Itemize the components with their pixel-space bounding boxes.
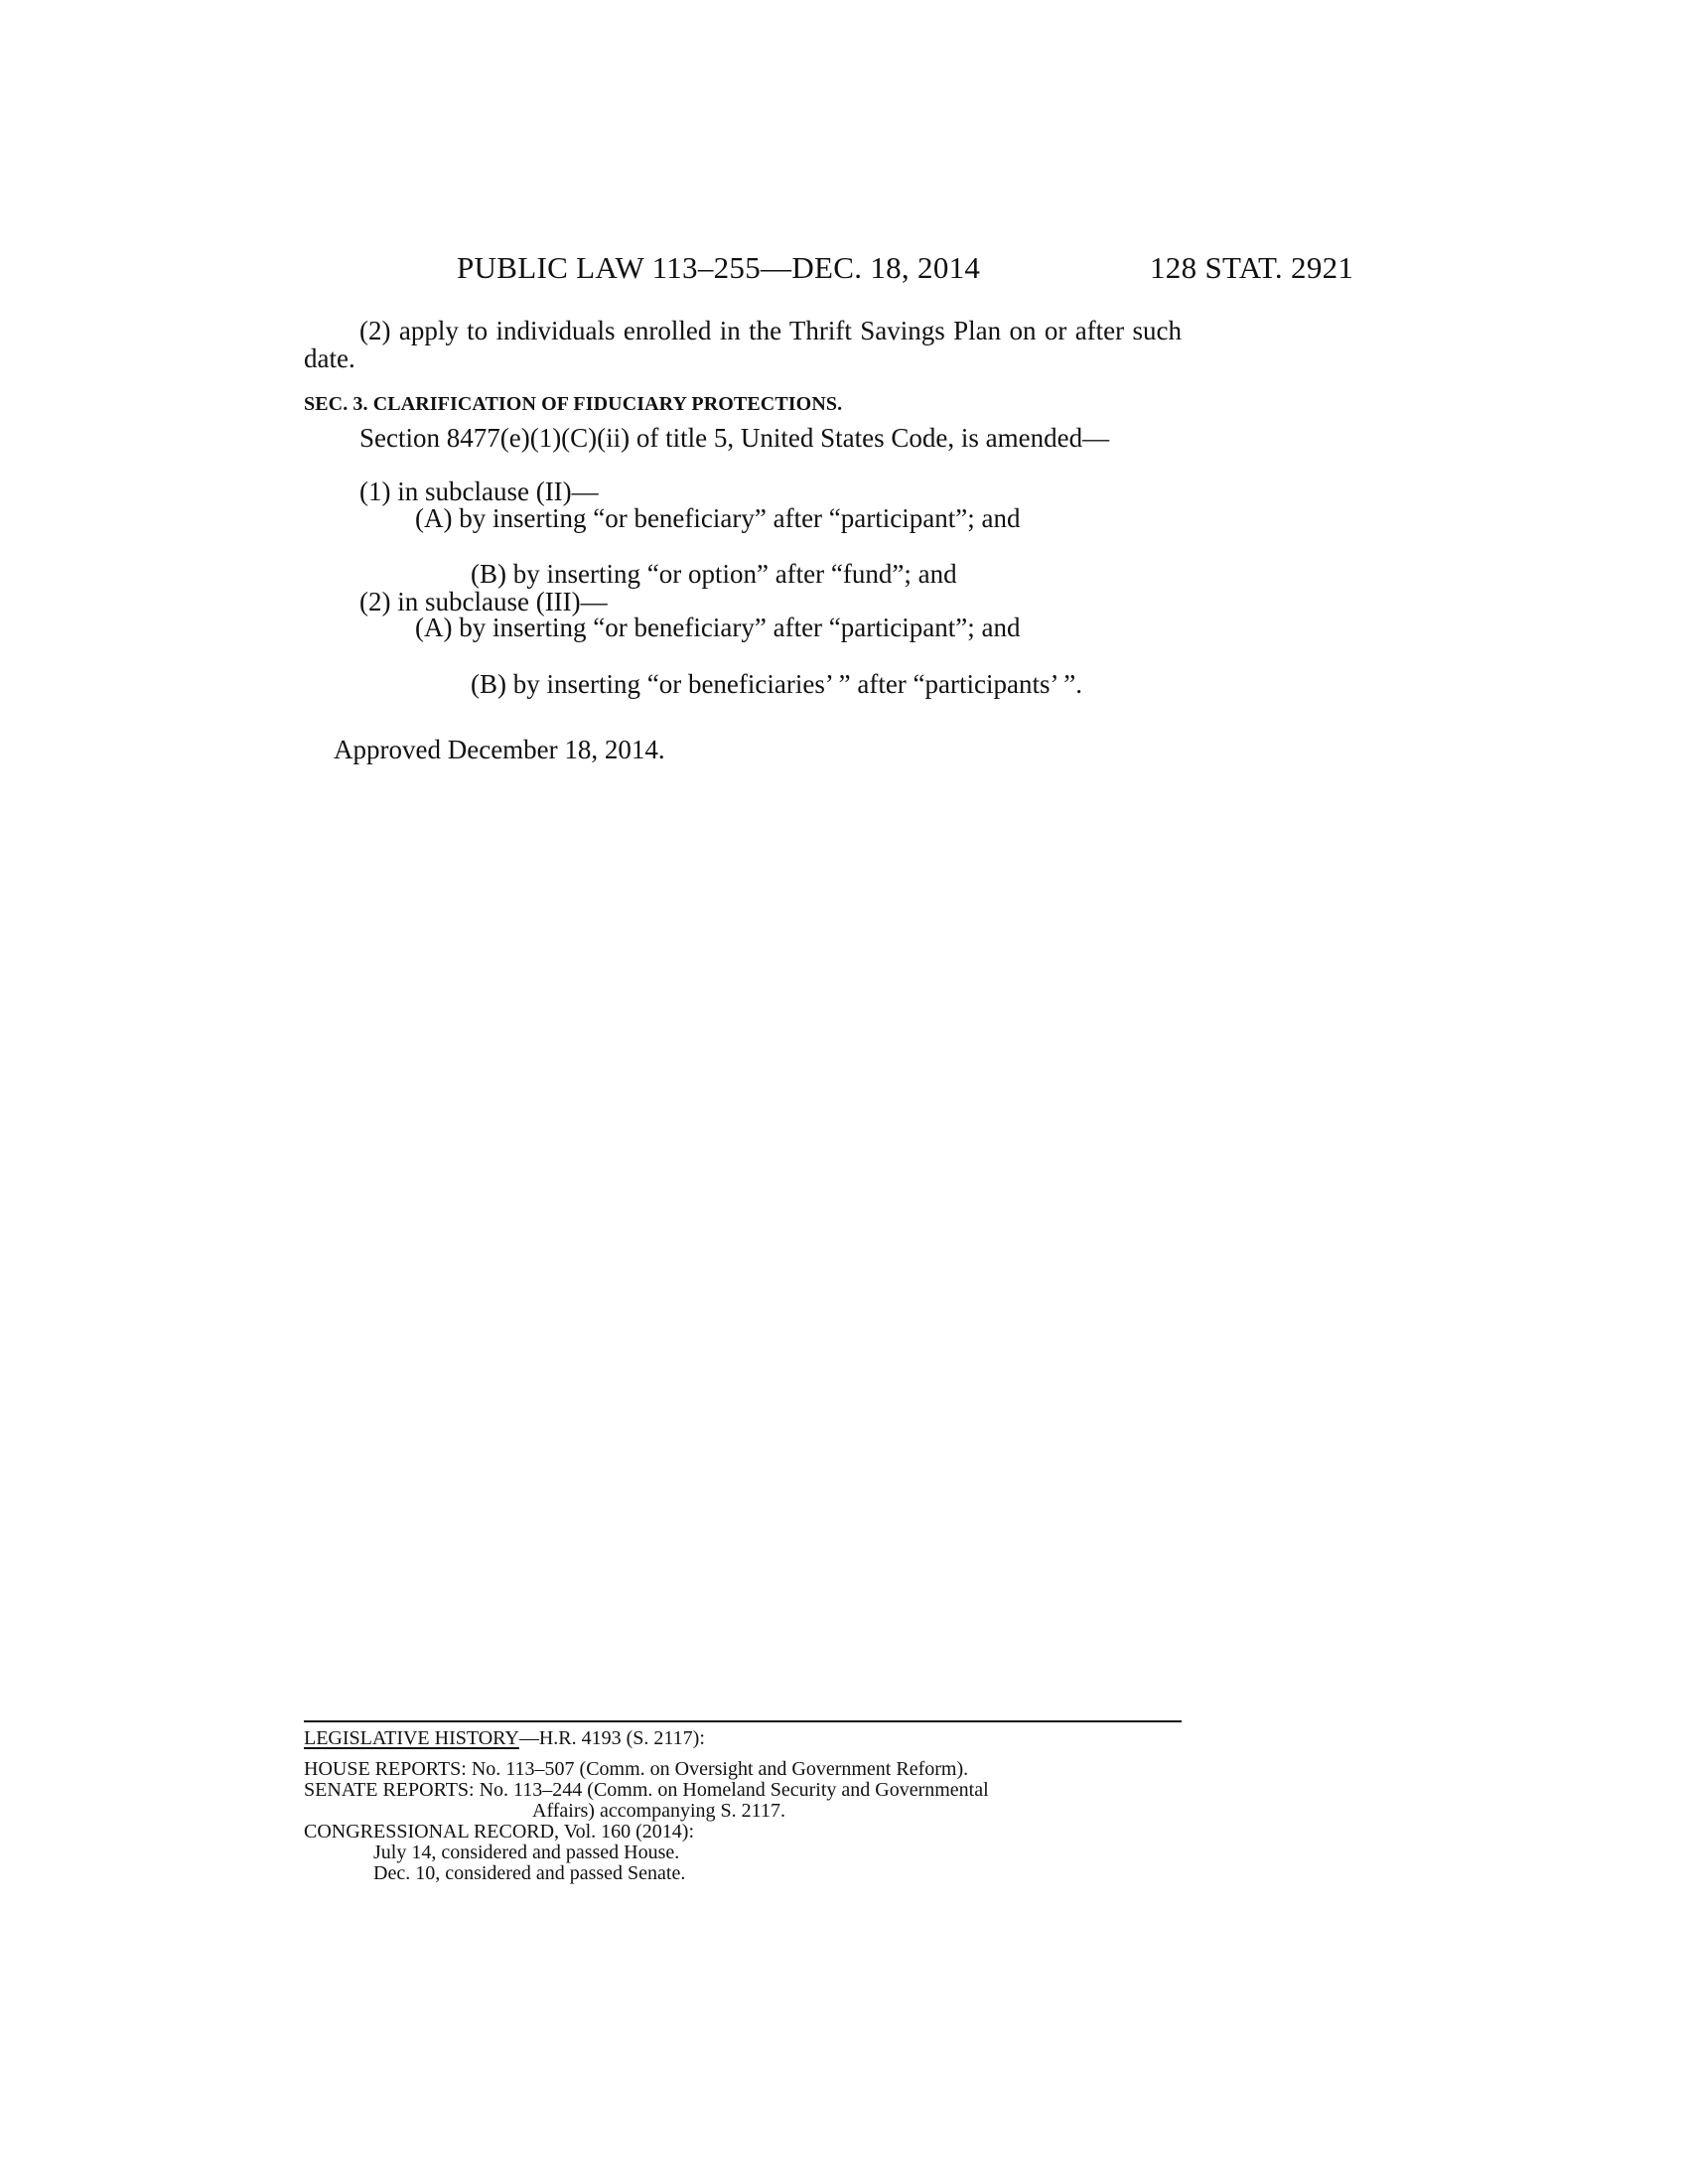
subclause-1: (1) in subclause (II)— (359, 477, 599, 506)
section-intro-paragraph: Section 8477(e)(1)(C)(ii) of title 5, United States Code, is amended— (359, 423, 1110, 453)
record-item-house: July 14, considered and passed House. (373, 1842, 680, 1863)
legislative-history-title-text: LEGISLATIVE HISTORY (304, 1727, 519, 1749)
subclause-1-a: (A) by inserting “or beneficiary” after “participant”; and (415, 503, 1021, 533)
record-item-senate: Dec. 10, considered and passed Senate. (373, 1862, 686, 1884)
house-reports: HOUSE REPORTS: No. 113–507 (Comm. on Oversight and Government Reform). (304, 1758, 969, 1780)
legislative-history-title (304, 1728, 705, 1749)
subclause-1-b: (B) by inserting “or option” after “fund”; and (471, 559, 957, 589)
senate-reports-line-1: SENATE REPORTS: No. 113–244 (Comm. on Homeland Security and Governmental (304, 1779, 989, 1801)
running-head: PUBLIC LAW 113–255—DEC. 18, 2014 (457, 250, 981, 285)
subclause-2-a: (A) by inserting “or beneficiary” after “participant”; and (415, 613, 1021, 642)
congressional-record: CONGRESSIONAL RECORD, Vol. 160 (2014): (304, 1821, 694, 1843)
statute-page-reference: 128 STAT. 2921 (1150, 250, 1354, 285)
footnote-rule (304, 1720, 1182, 1722)
section-heading: SEC. 3. CLARIFICATION OF FIDUCIARY PROTECTIONS. (304, 393, 843, 415)
paragraph-item-2: (2) apply to individuals enrolled in the Thrift Savings Plan on or after such date. (304, 316, 1182, 373)
subclause-2-b: (B) by inserting “or beneficiaries’ ” after “participants’ ”. (471, 669, 1082, 699)
approval-date: Approved December 18, 2014. (334, 735, 665, 764)
senate-reports-line-2: Affairs) accompanying S. 2117. (532, 1800, 785, 1822)
subclause-2: (2) in subclause (III)— (359, 587, 608, 616)
legislative-history-bill: —H.R. 4193 (S. 2117): (518, 1727, 705, 1749)
